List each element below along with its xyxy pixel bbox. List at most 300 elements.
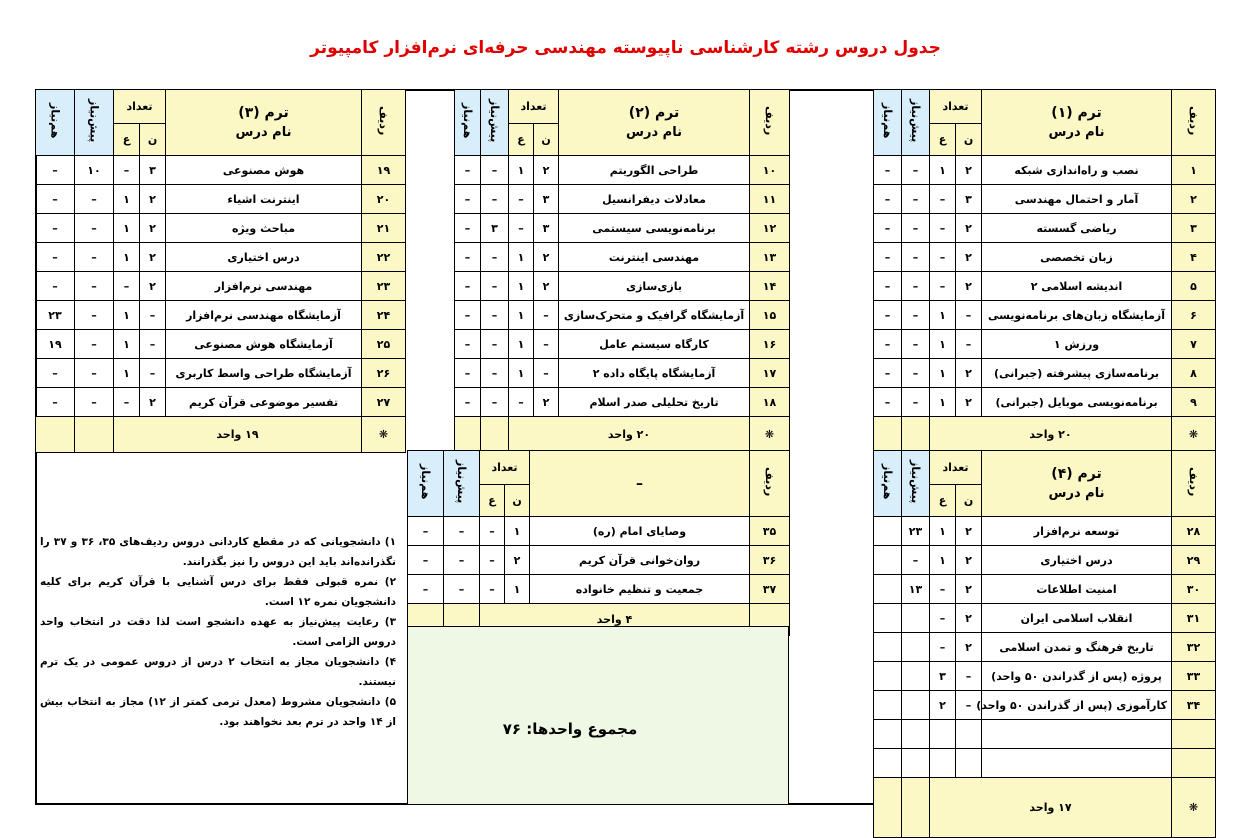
star-cell: ❋ (1172, 417, 1216, 453)
row-number: ۲۲ (362, 243, 406, 272)
page-title: جدول دروس رشته کارشناسی ناپیوسته مهندسی حرفه‌ای نرم‌افزار کامپیوتر (310, 38, 941, 58)
row-number: ۸ (1172, 359, 1216, 388)
units-a: – (930, 575, 956, 604)
row-number: ۱۴ (750, 272, 790, 301)
row-number: ۱ (1172, 156, 1216, 185)
header-a: ع (480, 485, 505, 517)
header-count: تعداد (114, 90, 166, 124)
course-name: آزمایشگاه پایگاه داده ۲ (559, 359, 750, 388)
course-row (874, 214, 1216, 243)
prerequisite: – (481, 388, 509, 417)
prerequisite: – (902, 272, 930, 301)
corequisite: – (36, 359, 75, 388)
empty-cell (874, 749, 902, 778)
units-a: – (114, 156, 140, 185)
units-n: ۲ (534, 243, 559, 272)
row-number: ۲۰ (362, 185, 406, 214)
units-n: ۲ (140, 185, 166, 214)
units-n: ۲ (956, 546, 982, 575)
term-total: ۴ واحد (480, 604, 750, 636)
name-label: نام درس (626, 124, 682, 140)
row-number: ۱۱ (750, 185, 790, 214)
course-name: نصب و راه‌اندازی شبکه (982, 156, 1172, 185)
units-n: ۲ (956, 243, 982, 272)
header-co-label: هم‌نیاز (461, 103, 474, 139)
header-row (750, 451, 790, 517)
units-a: – (930, 604, 956, 633)
row-number: ۲۸ (1172, 517, 1216, 546)
prerequisite: – (481, 330, 509, 359)
corequisite: ۱۹ (36, 330, 75, 359)
empty-cell (1172, 720, 1216, 749)
units-a: ۱ (509, 330, 534, 359)
units-n: – (956, 330, 982, 359)
course-row (455, 388, 790, 417)
course-row (874, 156, 1216, 185)
course-row (874, 633, 1216, 662)
units-a: ۱ (114, 214, 140, 243)
corequisite: – (455, 272, 481, 301)
header-n: ن (140, 124, 166, 156)
units-n: ۲ (140, 243, 166, 272)
units-a: – (480, 575, 505, 604)
row-number: ۳۰ (1172, 575, 1216, 604)
units-a: – (114, 388, 140, 417)
course-name: آزمایشگاه طراحی واسط کاربری (166, 359, 362, 388)
course-row (455, 272, 790, 301)
term-total: ۲۰ واحد (930, 417, 1172, 453)
course-name: اندیشه اسلامی ۲ (982, 272, 1172, 301)
units-n: ۳ (534, 214, 559, 243)
total-pad (481, 417, 509, 453)
header-count: تعداد (509, 90, 559, 124)
units-a: ۱ (509, 243, 534, 272)
total-pad (75, 417, 114, 453)
row-number: ۱۵ (750, 301, 790, 330)
corequisite: – (874, 359, 902, 388)
prerequisite: – (75, 330, 114, 359)
header-pre (902, 90, 930, 156)
corequisite (874, 604, 902, 633)
empty-cell (956, 720, 982, 749)
corequisite: – (36, 243, 75, 272)
units-a: – (509, 185, 534, 214)
row-number: ۳۲ (1172, 633, 1216, 662)
units-n: – (534, 359, 559, 388)
prerequisite (902, 662, 930, 691)
units-n: ۱ (505, 575, 530, 604)
units-n: ۲ (534, 272, 559, 301)
prerequisite: – (902, 546, 930, 575)
row-number: ۳۵ (750, 517, 790, 546)
term-4-table (873, 450, 1216, 838)
units-a: – (930, 272, 956, 301)
row-number: ۲۵ (362, 330, 406, 359)
name-label: نام درس (235, 124, 292, 140)
header-n: ن (505, 485, 530, 517)
course-name: طراحی الگوریتم (559, 156, 750, 185)
course-row (874, 662, 1216, 691)
star-cell: ❋ (750, 417, 790, 453)
units-n: ۲ (956, 517, 982, 546)
star-cell: ❋ (1172, 778, 1216, 838)
course-name: اینترنت اشیاء (166, 185, 362, 214)
term-total: ۱۷ واحد (930, 778, 1172, 838)
units-a: – (930, 214, 956, 243)
row-number: ۳۱ (1172, 604, 1216, 633)
course-name: برنامه‌نویسی موبایل (جبرانی) (982, 388, 1172, 417)
units-a: ۱ (930, 301, 956, 330)
course-row (455, 243, 790, 272)
row-number: ۲۴ (362, 301, 406, 330)
empty-cell (982, 749, 1172, 778)
corequisite: – (36, 272, 75, 301)
prerequisite: – (444, 546, 480, 575)
empty-cell (930, 720, 956, 749)
term-label: – (636, 475, 644, 492)
course-name: معادلات دیفرانسیل (559, 185, 750, 214)
corequisite: – (455, 243, 481, 272)
units-n: – (956, 662, 982, 691)
row-number: ۳۳ (1172, 662, 1216, 691)
units-n: ۲ (534, 156, 559, 185)
prerequisite: – (75, 243, 114, 272)
course-name: آزمایشگاه گرافیک و متحرک‌سازی (559, 301, 750, 330)
total-pad (36, 417, 75, 453)
course-name: انقلاب اسلامی ایران (982, 604, 1172, 633)
units-n: ۲ (140, 388, 166, 417)
course-row (36, 330, 406, 359)
header-pre (444, 451, 480, 517)
term-1-table (873, 89, 1216, 453)
prerequisite: – (75, 388, 114, 417)
row-number: ۹ (1172, 388, 1216, 417)
prerequisite: – (902, 388, 930, 417)
header-pre (481, 90, 509, 156)
units-a: ۱ (509, 272, 534, 301)
course-name: مهندسی اینترنت (559, 243, 750, 272)
corequisite (874, 546, 902, 575)
units-a: ۱ (114, 330, 140, 359)
units-a: – (509, 388, 534, 417)
course-row (408, 546, 790, 575)
row-number: ۲۹ (1172, 546, 1216, 575)
prerequisite: – (481, 359, 509, 388)
header-co (874, 90, 902, 156)
empty-cell (930, 749, 956, 778)
header-pre-label: پیش‌نیاز (455, 460, 468, 504)
units-a: ۱ (930, 546, 956, 575)
total-box (407, 626, 789, 805)
course-row (874, 359, 1216, 388)
header-pre-label: پیش‌نیاز (87, 99, 101, 143)
general-courses-table (407, 450, 790, 636)
total-pad (902, 778, 930, 838)
units-n: – (534, 301, 559, 330)
header-pre-label: پیش‌نیاز (909, 460, 922, 504)
header-count: تعداد (480, 451, 530, 485)
empty-cell (982, 720, 1172, 749)
units-n: ۲ (140, 214, 166, 243)
units-a: ۱ (509, 359, 534, 388)
corequisite: – (36, 156, 75, 185)
course-name: روان‌خوانی قرآن کریم (530, 546, 750, 575)
units-a: ۱ (114, 301, 140, 330)
corequisite (874, 633, 902, 662)
notes (40, 532, 396, 732)
total-pad (902, 417, 930, 453)
prerequisite: – (902, 243, 930, 272)
prerequisite: – (75, 359, 114, 388)
prerequisite: – (902, 214, 930, 243)
header-co (874, 451, 902, 517)
header-a: ع (509, 124, 534, 156)
course-row (36, 272, 406, 301)
prerequisite: ۱۰ (75, 156, 114, 185)
corequisite: – (874, 156, 902, 185)
course-name: ریاضی گسسته (982, 214, 1172, 243)
header-row-label: ردیف (1187, 467, 1201, 497)
course-row (36, 156, 406, 185)
row-number: ۳ (1172, 214, 1216, 243)
units-n: ۳ (956, 185, 982, 214)
header-row (1172, 451, 1216, 517)
header-row-label: ردیف (1187, 106, 1201, 136)
prerequisite (902, 604, 930, 633)
note-3: ۳) رعایت پیش‌نیاز به عهده دانشجو است لذا دقت در انتخاب واحد دروس الزامی است. (40, 616, 396, 648)
course-row (874, 575, 1216, 604)
course-name: کارگاه سیستم عامل (559, 330, 750, 359)
course-row (455, 301, 790, 330)
units-n: ۳ (140, 156, 166, 185)
prerequisite: – (481, 243, 509, 272)
units-a: – (509, 214, 534, 243)
units-a: ۱ (930, 388, 956, 417)
units-n: – (534, 330, 559, 359)
units-n: ۲ (956, 388, 982, 417)
corequisite (874, 662, 902, 691)
corequisite: – (36, 214, 75, 243)
note-2: ۲) نمره قبولی فقط برای درس آشنایی با قرآن کریم برای کلیه دانشجویان نمره ۱۲ است. (40, 576, 396, 608)
course-row (455, 185, 790, 214)
units-n: – (956, 691, 982, 720)
header-pre-label: پیش‌نیاز (909, 99, 922, 143)
corequisite: – (874, 185, 902, 214)
course-name: برنامه‌نویسی سیستمی (559, 214, 750, 243)
units-a: – (930, 185, 956, 214)
corequisite: – (455, 388, 481, 417)
name-label: نام درس (1048, 124, 1105, 140)
empty-row (874, 749, 1216, 778)
course-name: آمار و احتمال مهندسی (982, 185, 1172, 214)
prerequisite: – (75, 272, 114, 301)
header-n: ن (534, 124, 559, 156)
header-row-label: ردیف (763, 106, 777, 136)
header-co-label: هم‌نیاز (881, 103, 894, 139)
prerequisite: – (481, 156, 509, 185)
prerequisite: – (75, 214, 114, 243)
header-co-label: هم‌نیاز (419, 464, 432, 500)
empty-cell (902, 720, 930, 749)
course-row (408, 575, 790, 604)
corequisite: – (455, 185, 481, 214)
course-row (874, 272, 1216, 301)
row-number: ۱۳ (750, 243, 790, 272)
prerequisite (902, 691, 930, 720)
prerequisite: – (75, 185, 114, 214)
header-co-label: هم‌نیاز (48, 103, 62, 139)
units-n: ۲ (956, 633, 982, 662)
corequisite: – (455, 359, 481, 388)
course-name: برنامه‌سازی پیشرفته (جبرانی) (982, 359, 1172, 388)
corequisite: – (874, 330, 902, 359)
corequisite (874, 691, 902, 720)
course-name: تفسیر موضوعی قرآن کریم (166, 388, 362, 417)
units-n: ۲ (956, 272, 982, 301)
header-row-label: ردیف (763, 467, 777, 497)
units-a: ۱ (930, 330, 956, 359)
header-a: ع (114, 124, 140, 156)
row-number: ۲۱ (362, 214, 406, 243)
term-label: ترم (۳) (238, 104, 289, 121)
units-n: – (140, 359, 166, 388)
units-a: ۱ (114, 185, 140, 214)
units-a: – (480, 517, 505, 546)
course-name: ورزش ۱ (982, 330, 1172, 359)
header-co (455, 90, 481, 156)
units-a: ۱ (930, 517, 956, 546)
corequisite: – (455, 330, 481, 359)
header-term (982, 451, 1172, 517)
term-label: ترم (۱) (1051, 104, 1102, 121)
course-row (874, 517, 1216, 546)
units-n: ۲ (956, 575, 982, 604)
header-count: تعداد (930, 90, 982, 124)
header-term (530, 451, 750, 517)
units-n: – (140, 330, 166, 359)
units-a: ۲ (930, 691, 956, 720)
course-row (874, 301, 1216, 330)
header-co (36, 90, 75, 156)
corequisite: – (455, 156, 481, 185)
units-n: ۱ (505, 517, 530, 546)
course-name: وصایای امام (ره) (530, 517, 750, 546)
course-name: آزمایشگاه مهندسی نرم‌افزار (166, 301, 362, 330)
empty-cell (902, 749, 930, 778)
units-a: ۱ (509, 156, 534, 185)
corequisite: ۲۳ (36, 301, 75, 330)
units-a: – (930, 633, 956, 662)
course-name: جمعیت و تنظیم خانواده (530, 575, 750, 604)
header-n: ن (956, 124, 982, 156)
units-n: ۲ (956, 156, 982, 185)
star-cell: ❋ (362, 417, 406, 453)
course-name: آزمایشگاه هوش مصنوعی (166, 330, 362, 359)
header-pre-label: پیش‌نیاز (488, 99, 501, 143)
course-name: هوش مصنوعی (166, 156, 362, 185)
course-row (36, 243, 406, 272)
term-total: ۲۰ واحد (509, 417, 750, 453)
total-pad (874, 417, 902, 453)
prerequisite: ۲۳ (902, 517, 930, 546)
course-name: تاریخ فرهنگ و تمدن اسلامی (982, 633, 1172, 662)
prerequisite: – (75, 301, 114, 330)
prerequisite: – (902, 156, 930, 185)
course-row (455, 156, 790, 185)
empty-row (874, 720, 1216, 749)
row-number: ۳۶ (750, 546, 790, 575)
prerequisite: – (481, 301, 509, 330)
prerequisite: ۱۳ (902, 575, 930, 604)
note-1: ۱) دانشجویانی که در مقطع کاردانی دروس ردیف‌های ۳۵، ۳۶ و ۳۷ را نگذرانده‌اند باید این دروس را نیز بگذرانند. (40, 536, 396, 568)
corequisite: – (874, 243, 902, 272)
course-row (874, 185, 1216, 214)
course-name: پروژه (پس از گذراندن ۵۰ واحد) (982, 662, 1172, 691)
course-name: زبان تخصصی (982, 243, 1172, 272)
units-a: – (930, 243, 956, 272)
course-row (874, 546, 1216, 575)
course-name: درس اختیاری (982, 546, 1172, 575)
units-a: – (114, 272, 140, 301)
course-row (874, 604, 1216, 633)
corequisite: – (874, 272, 902, 301)
header-term (559, 90, 750, 156)
header-term (166, 90, 362, 156)
term-label: ترم (۲) (628, 104, 680, 121)
prerequisite (902, 633, 930, 662)
corequisite: – (36, 388, 75, 417)
corequisite: – (874, 388, 902, 417)
row-number: ۱۶ (750, 330, 790, 359)
course-row (874, 243, 1216, 272)
header-a: ع (930, 485, 956, 517)
prerequisite: – (902, 185, 930, 214)
units-n: – (140, 301, 166, 330)
prerequisite: – (481, 272, 509, 301)
row-number: ۴ (1172, 243, 1216, 272)
header-a: ع (930, 124, 956, 156)
units-a: ۱ (114, 243, 140, 272)
name-label: نام درس (1048, 485, 1105, 501)
course-row (874, 388, 1216, 417)
header-pre (902, 451, 930, 517)
course-row (455, 214, 790, 243)
term-total: ۱۹ واحد (114, 417, 362, 453)
units-n: ۲ (505, 546, 530, 575)
course-name: توسعه نرم‌افزار (982, 517, 1172, 546)
units-a: ۳ (930, 662, 956, 691)
course-name: مهندسی نرم‌افزار (166, 272, 362, 301)
course-name: مباحث ویژه (166, 214, 362, 243)
row-number: ۶ (1172, 301, 1216, 330)
units-a: – (480, 546, 505, 575)
header-co-label: هم‌نیاز (881, 464, 894, 500)
course-row (36, 388, 406, 417)
units-a: ۱ (114, 359, 140, 388)
row-number: ۱۹ (362, 156, 406, 185)
empty-cell (874, 720, 902, 749)
prerequisite: – (902, 301, 930, 330)
row-number: ۱۷ (750, 359, 790, 388)
row-number: ۲۶ (362, 359, 406, 388)
header-term (982, 90, 1172, 156)
units-n: ۲ (956, 214, 982, 243)
corequisite (874, 517, 902, 546)
header-co (408, 451, 444, 517)
course-row (36, 214, 406, 243)
prerequisite: ۳ (481, 214, 509, 243)
course-name: آزمایشگاه زبان‌های برنامه‌نویسی (982, 301, 1172, 330)
